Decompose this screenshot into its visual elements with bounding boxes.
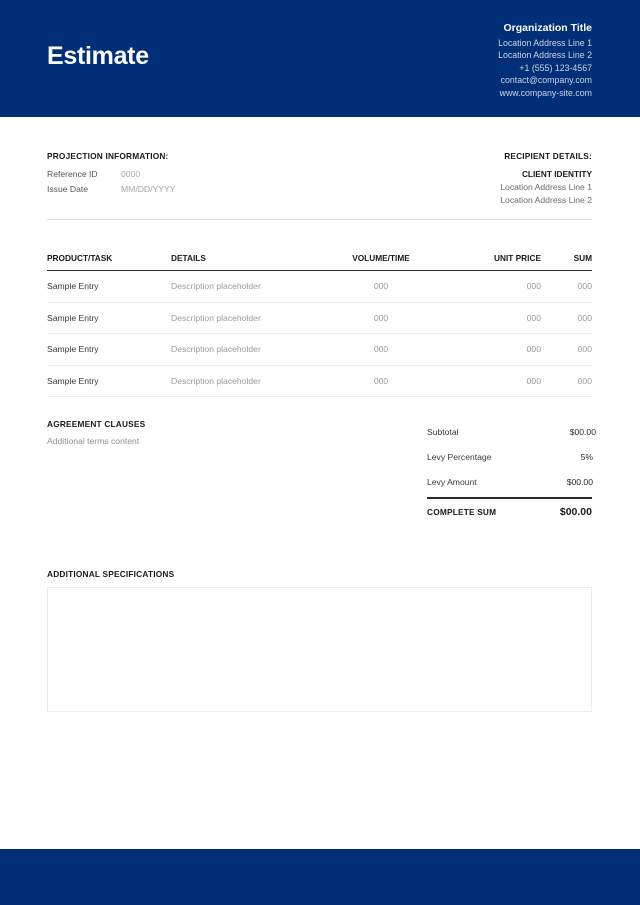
reference-id-row <box>47 167 327 182</box>
document-title: Estimate <box>47 42 149 70</box>
organization-email: contact@company.com <box>500 75 592 86</box>
recipient-details <box>500 151 592 206</box>
table-header <box>47 250 592 271</box>
header-unit-price: UNIT PRICE <box>493 253 541 263</box>
totals-block <box>427 419 596 526</box>
organization-address-line-2: Location Address Line 2 <box>498 50 592 61</box>
cell-product: Sample Entry <box>47 312 99 323</box>
cell-volume: 000 <box>373 312 389 323</box>
specifications-label: ADDITIONAL SPECIFICATIONS <box>47 569 175 579</box>
cell-product: Sample Entry <box>47 375 99 386</box>
subtotal-value: $00.00 <box>569 426 596 437</box>
organization-website: www.company-site.com <box>499 87 592 98</box>
organization-address-line-1: Location Address Line 1 <box>498 38 592 48</box>
cell-product: Sample Entry <box>47 344 99 355</box>
section-divider <box>47 219 592 220</box>
header-volume-time: VOLUME/TIME <box>352 253 410 263</box>
cell-sum: 000 <box>577 375 592 386</box>
projection-information <box>47 151 327 196</box>
table-row <box>47 303 592 335</box>
client-address-line-2: Location Address Line 2 <box>500 194 592 205</box>
levy-percentage-label: Levy Percentage <box>427 451 492 462</box>
cell-details: Description placeholder <box>171 344 261 355</box>
cell-sum: 000 <box>577 344 592 355</box>
client-address-line-1: Location Address Line 1 <box>500 182 592 192</box>
complete-sum-row <box>427 499 592 526</box>
levy-amount-row <box>427 469 593 494</box>
organization-block <box>498 21 592 99</box>
cell-unit-price: 000 <box>526 344 541 355</box>
table-row <box>47 271 592 303</box>
levy-percentage-value: 5% <box>580 451 593 462</box>
levy-amount-label: Levy Amount <box>427 476 477 487</box>
cell-details: Description placeholder <box>171 312 261 323</box>
reference-id-value: 0000 <box>121 169 141 179</box>
cell-product: Sample Entry <box>47 281 99 292</box>
line-items-table <box>47 250 592 397</box>
organization-name: Organization Title <box>503 22 592 34</box>
agreement-label: AGREEMENT CLAUSES <box>47 419 146 429</box>
agreement-text: Additional terms content <box>47 436 140 446</box>
cell-unit-price: 000 <box>526 375 541 386</box>
subtotal-row <box>427 419 596 444</box>
document-footer <box>0 849 640 905</box>
cell-volume: 000 <box>373 281 389 292</box>
table-row <box>47 334 592 366</box>
cell-unit-price: 000 <box>526 312 541 323</box>
complete-sum-label: COMPLETE SUM <box>427 507 497 517</box>
recipient-label: RECIPIENT DETAILS: <box>504 151 592 161</box>
cell-volume: 000 <box>373 375 389 386</box>
subtotal-label: Subtotal <box>427 426 459 437</box>
projection-label: PROJECTION INFORMATION: <box>47 151 169 161</box>
cell-details: Description placeholder <box>171 375 261 386</box>
cell-unit-price: 000 <box>526 281 541 292</box>
issue-date-label: Issue Date <box>47 183 89 194</box>
client-identity: CLIENT IDENTITY <box>521 169 592 179</box>
issue-date-value: MM/DD/YYYY <box>121 183 176 194</box>
levy-amount-value: $00.00 <box>566 476 593 487</box>
organization-phone: +1 (555) 123-4567 <box>519 62 592 73</box>
header-details: DETAILS <box>171 253 206 263</box>
table-row <box>47 366 592 398</box>
issue-date-row <box>47 182 327 197</box>
cell-sum: 000 <box>577 281 592 292</box>
header-sum: SUM <box>573 253 592 263</box>
levy-percentage-row <box>427 444 593 469</box>
header-product-task: PRODUCT/TASK <box>47 253 113 263</box>
agreement-clauses <box>47 419 327 446</box>
specifications-box[interactable] <box>47 587 592 712</box>
cell-sum: 000 <box>577 312 592 323</box>
cell-details: Description placeholder <box>171 281 261 292</box>
complete-sum-value: $00.00 <box>559 506 592 518</box>
reference-id-label: Reference ID <box>47 169 98 179</box>
document-header <box>0 0 640 117</box>
cell-volume: 000 <box>373 344 389 355</box>
